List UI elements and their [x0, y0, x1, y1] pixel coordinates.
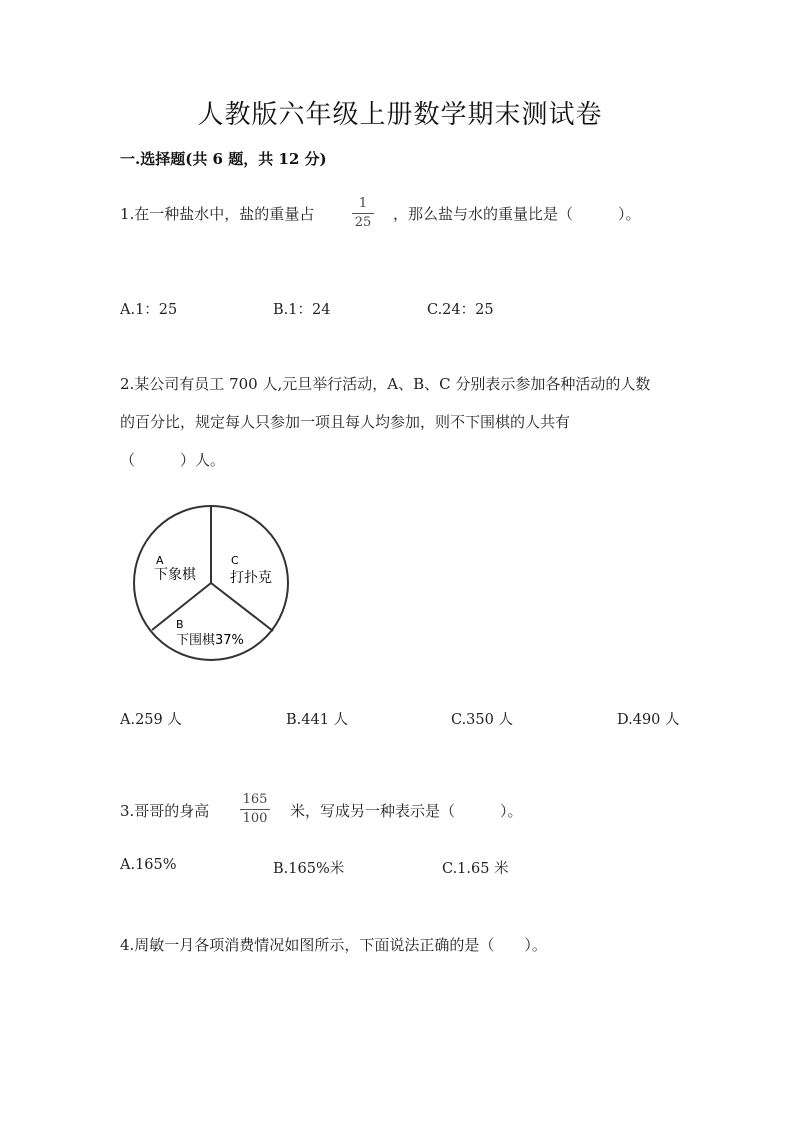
pie-slice-b-label: 下围棋37%: [176, 633, 244, 648]
question-3-fraction: [240, 792, 270, 827]
section-heading: 一.选择题(共 6 题，共 12 分): [120, 150, 327, 168]
pie-slice-c-label: 打扑克: [230, 570, 272, 586]
pie-divider-right: [211, 583, 273, 631]
question-2-pie-chart: [130, 502, 292, 664]
pie-svg: [130, 502, 292, 664]
question-1-text-before: 1.在一种盐水中，盐的重量占: [120, 205, 315, 223]
fraction-bar: [240, 809, 270, 810]
fraction-numerator: 1: [358, 196, 368, 211]
pie-slice-a-letter: A: [156, 554, 164, 567]
question-2-option-d[interactable]: D.490 人: [617, 712, 680, 728]
question-1-option-b[interactable]: B.1：24: [273, 302, 331, 318]
question-1-fraction: [352, 196, 374, 231]
question-2-line-3: （ ）人。: [120, 451, 226, 469]
question-2-option-c[interactable]: C.350 人: [451, 712, 513, 728]
question-2-line-1: 2.某公司有员工 700 人,元旦举行活动，A、B、C 分别表示参加各种活动的人数: [120, 375, 651, 393]
fraction-numerator: 165: [242, 792, 268, 807]
question-4-text: 4.周敏一月各项消费情况如图所示，下面说法正确的是（ ）。: [120, 936, 547, 954]
fraction-denominator: 100: [242, 811, 268, 826]
question-2-option-b[interactable]: B.441 人: [286, 712, 349, 728]
pie-slice-a-label: 下象棋: [154, 567, 196, 583]
question-1-option-a[interactable]: A.1：25: [120, 302, 178, 318]
question-2-line-2: 的百分比，规定每人只参加一项且每人均参加，则不下围棋的人共有: [120, 413, 571, 431]
question-3-option-b[interactable]: B.165%米: [273, 861, 345, 877]
question-1-text-after: ，那么盐与水的重量比是（ ）。: [393, 205, 641, 223]
question-2-option-a[interactable]: A.259 人: [120, 712, 182, 728]
pie-slice-c-letter: C: [231, 554, 239, 567]
fraction-denominator: 25: [354, 215, 372, 230]
question-1-option-c[interactable]: C.24：25: [427, 302, 494, 318]
pie-slice-b-letter: B: [176, 618, 184, 631]
question-3-option-a[interactable]: A.165%: [120, 857, 177, 873]
page-title: 人教版六年级上册数学期末测试卷: [197, 100, 603, 130]
question-3-option-c[interactable]: C.1.65 米: [442, 861, 509, 877]
fraction-bar: [352, 213, 374, 214]
question-3-text-after: 米，写成另一种表示是（ ）。: [290, 802, 523, 820]
question-3-text-before: 3.哥哥的身高: [120, 802, 210, 820]
